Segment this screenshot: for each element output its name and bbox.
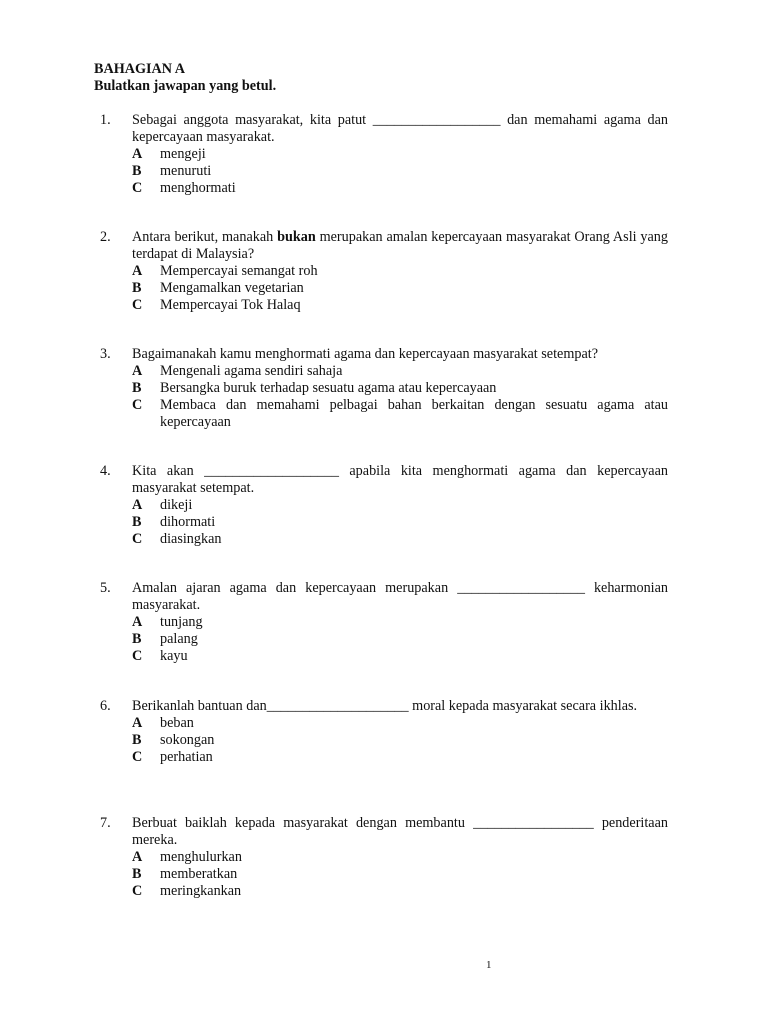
question-text: Bagaimanakah kamu menghormati agama dan kepercayaan masyarakat setempat? xyxy=(132,346,599,362)
option-c[interactable] xyxy=(132,648,668,665)
option-b[interactable] xyxy=(132,280,668,297)
option-a[interactable] xyxy=(132,497,668,514)
answer-blank: __________________ xyxy=(457,580,585,596)
option-text: beban xyxy=(160,715,194,731)
option-letter: A xyxy=(132,146,143,162)
question-text: Kita akan ___________________ apabila kita menghormati agama dan kepercayaan masyarakat setempat. xyxy=(132,463,668,496)
option-letter: B xyxy=(132,631,142,647)
option-letter: C xyxy=(132,648,143,664)
option-b[interactable] xyxy=(132,631,668,648)
option-text: meringkankan xyxy=(160,883,242,899)
option-text: dihormati xyxy=(160,514,216,530)
option-text: sokongan xyxy=(160,732,215,748)
option-text: Bersangka buruk terhadap sesuatu agama atau kepercayaan xyxy=(160,380,497,396)
option-a[interactable] xyxy=(132,614,668,631)
option-a[interactable] xyxy=(132,849,668,866)
question-number: 3. xyxy=(100,346,111,362)
option-letter: B xyxy=(132,514,142,530)
option-a[interactable] xyxy=(132,263,668,280)
option-text: perhatian xyxy=(160,749,213,765)
option-letter: B xyxy=(132,163,142,179)
option-letter: A xyxy=(132,849,143,865)
option-letter: C xyxy=(132,749,143,765)
question-5 xyxy=(94,580,668,665)
option-text: palang xyxy=(160,631,198,647)
option-text: menuruti xyxy=(160,163,212,179)
section-instruction: Bulatkan jawapan yang betul. xyxy=(94,78,277,94)
question-2 xyxy=(94,229,668,314)
option-b[interactable] xyxy=(132,163,668,180)
option-b[interactable] xyxy=(132,732,668,749)
option-text: Membaca dan memahami pelbagai bahan berkaitan dengan sesuatu agama atau kepercayaan xyxy=(160,397,668,430)
option-text: menghulurkan xyxy=(160,849,242,865)
option-letter: C xyxy=(132,397,143,413)
option-letter: B xyxy=(132,866,142,882)
option-c[interactable] xyxy=(132,749,668,766)
question-number: 5. xyxy=(100,580,111,596)
option-text: tunjang xyxy=(160,614,203,630)
option-c[interactable] xyxy=(132,883,668,900)
question-text: Amalan ajaran agama dan kepercayaan merupakan __________________ keharmonian masyarakat. xyxy=(132,580,669,613)
option-letter: A xyxy=(132,715,143,731)
option-b[interactable] xyxy=(132,514,668,531)
answer-blank: ____________________ xyxy=(266,698,409,714)
question-text: Sebagai anggota masyarakat, kita patut __________________ dan memahami agama dan kepercayaan masyarakat. xyxy=(132,112,668,145)
option-a[interactable] xyxy=(132,715,668,732)
option-text: Mengenali agama sendiri sahaja xyxy=(160,363,343,379)
option-text: Mempercayai semangat roh xyxy=(160,263,318,279)
option-text: Mengamalkan vegetarian xyxy=(160,280,304,296)
answer-blank: _________________ xyxy=(473,815,594,831)
option-letter: C xyxy=(132,883,143,899)
question-number: 2. xyxy=(100,229,111,245)
option-letter: A xyxy=(132,614,143,630)
question-text: Antara berikut, manakah bukan merupakan amalan kepercayaan masyarakat Orang Asli yang terdapat di Malaysia? xyxy=(132,229,668,262)
option-a[interactable] xyxy=(132,146,668,163)
question-7 xyxy=(94,815,668,900)
option-letter: C xyxy=(132,531,143,547)
option-a[interactable] xyxy=(132,363,668,380)
option-text: dikeji xyxy=(160,497,193,513)
option-letter: C xyxy=(132,180,143,196)
option-text: kayu xyxy=(160,648,188,664)
question-4 xyxy=(94,463,668,548)
option-b[interactable] xyxy=(132,866,668,883)
option-text: memberatkan xyxy=(160,866,238,882)
option-letter: C xyxy=(132,297,143,313)
option-text: diasingkan xyxy=(160,531,222,547)
option-c[interactable] xyxy=(132,297,668,314)
option-letter: A xyxy=(132,363,143,379)
option-b[interactable] xyxy=(132,380,668,397)
question-1 xyxy=(94,112,668,197)
question-text: Berbuat baiklah kepada masyarakat dengan membantu _________________ penderitaan mereka. xyxy=(132,815,668,848)
option-text: menghormati xyxy=(160,180,236,196)
option-letter: B xyxy=(132,732,142,748)
option-letter: B xyxy=(132,280,142,296)
section-title: BAHAGIAN A xyxy=(94,61,186,77)
question-number: 7. xyxy=(100,815,111,831)
question-6 xyxy=(94,698,668,766)
question-text: Berikanlah bantuan dan____________________ moral kepada masyarakat secara ikhlas. xyxy=(132,698,638,714)
option-letter: B xyxy=(132,380,142,396)
page-number: 1 xyxy=(486,959,492,971)
question-number: 4. xyxy=(100,463,111,479)
emphasis-text: bukan xyxy=(277,229,316,245)
answer-blank: ___________________ xyxy=(204,463,339,479)
question-number: 6. xyxy=(100,698,111,714)
option-letter: A xyxy=(132,263,143,279)
option-letter: A xyxy=(132,497,143,513)
option-c[interactable] xyxy=(132,397,668,431)
option-c[interactable] xyxy=(132,531,668,548)
answer-blank: __________________ xyxy=(372,112,501,128)
question-3 xyxy=(94,346,668,431)
option-text: Mempercayai Tok Halaq xyxy=(160,297,301,313)
question-number: 1. xyxy=(100,112,111,128)
option-c[interactable] xyxy=(132,180,668,197)
option-text: mengeji xyxy=(160,146,206,162)
